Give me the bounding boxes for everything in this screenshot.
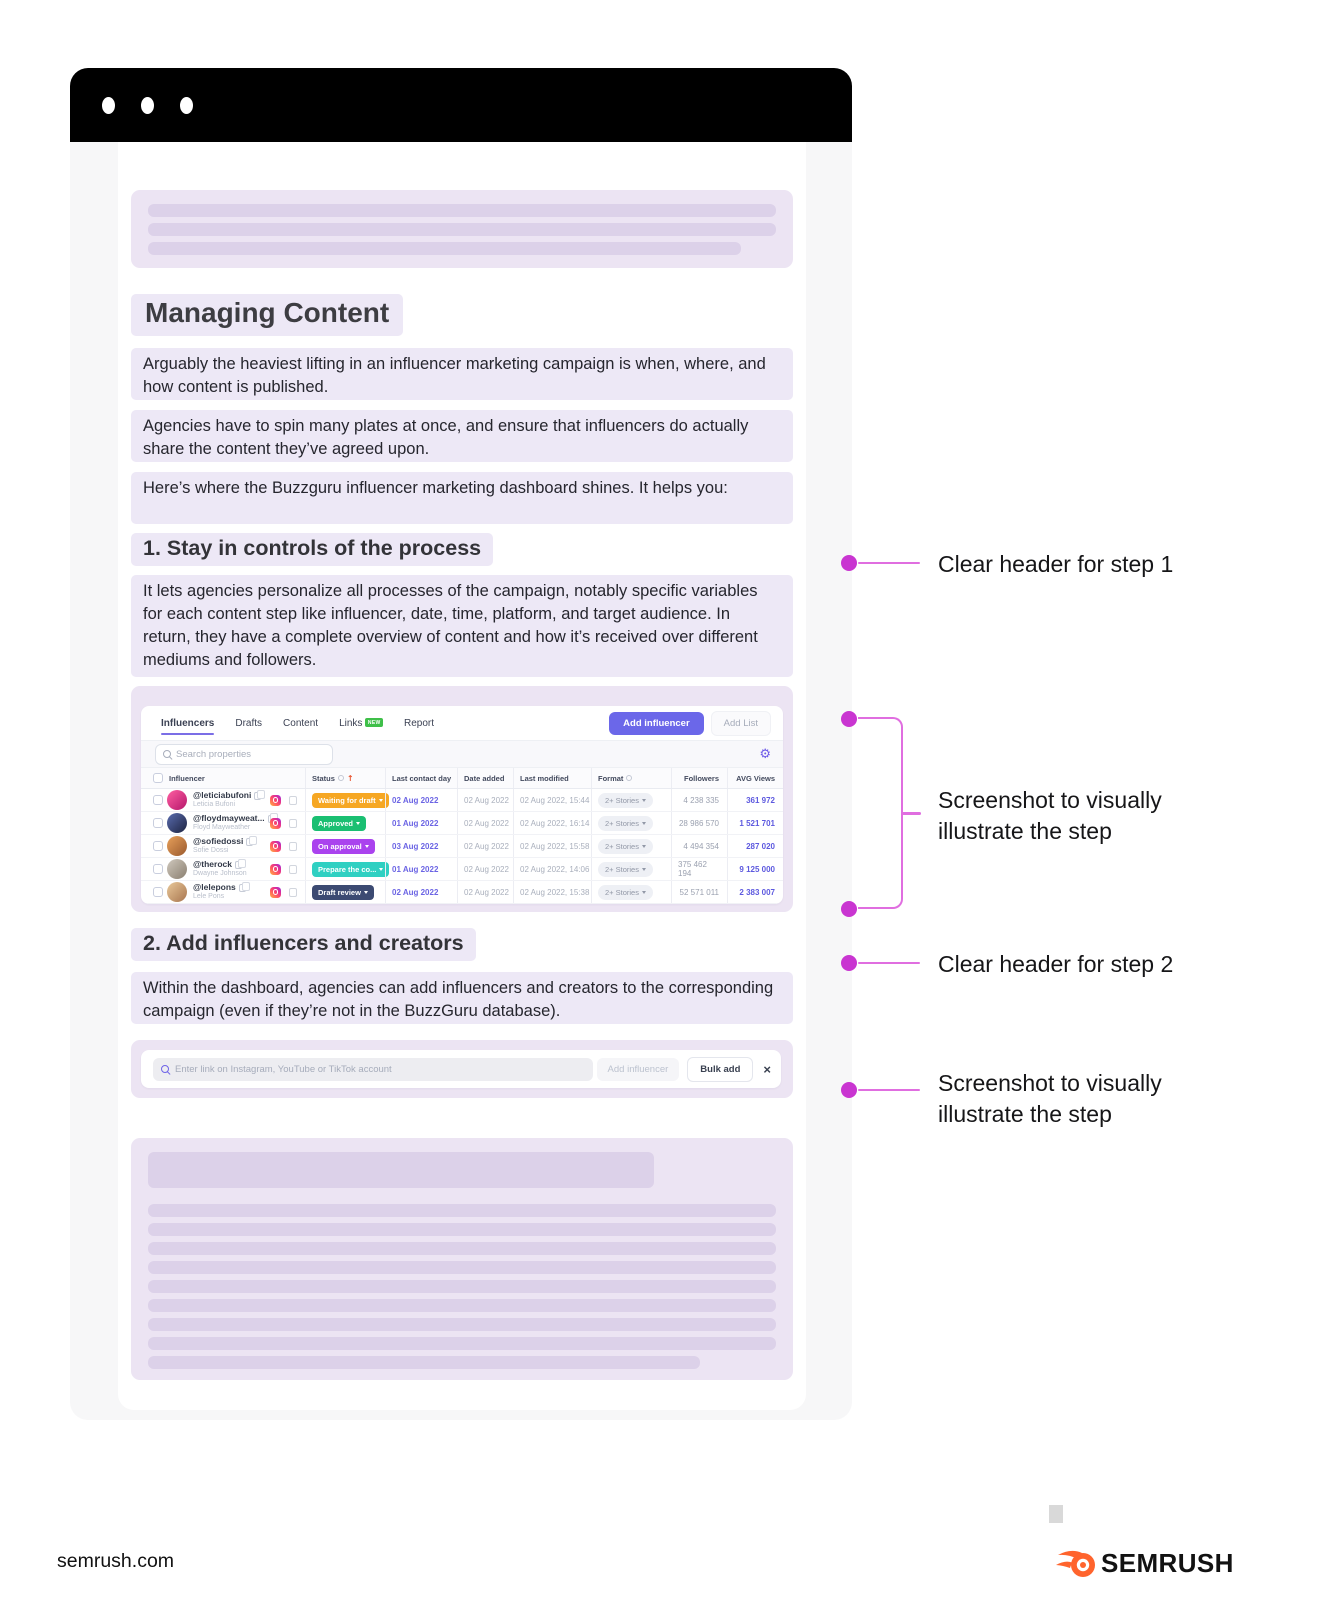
skeleton-bar — [148, 1318, 776, 1331]
followers-value: 28 986 570 — [671, 812, 727, 834]
dashboard-tabs — [141, 706, 783, 740]
copy-link-icon[interactable] — [289, 819, 297, 828]
status-dropdown[interactable]: Approved — [312, 816, 366, 831]
avatar — [167, 836, 187, 856]
skeleton-title-bar — [148, 1152, 654, 1188]
search-icon — [163, 750, 171, 758]
format-dropdown[interactable]: 2+ Stories — [598, 793, 653, 808]
gear-icon[interactable]: ⚙ — [759, 746, 771, 762]
add-link-placeholder: Enter link on Instagram, YouTube or TikTok account — [175, 1063, 392, 1075]
dashboard-card — [141, 706, 783, 904]
search-placeholder: Search properties — [176, 748, 251, 760]
skeleton-bar — [148, 1337, 776, 1350]
step2-header: 2. Add influencers and creators — [131, 928, 476, 961]
tab-content[interactable]: Content — [283, 717, 319, 729]
info-icon — [338, 775, 344, 781]
search-icon — [161, 1065, 169, 1073]
step2-body: Within the dashboard, agencies can add influencers and creators to the corresponding campaign (even if they’re not in the BuzzGuru database). — [131, 972, 793, 1024]
avg-views-value: 287 020 — [727, 835, 783, 857]
date-added: 02 Aug 2022 — [457, 881, 513, 903]
skeleton-bar — [148, 223, 776, 236]
add-bar-card — [141, 1050, 781, 1088]
avg-views-value: 361 972 — [727, 789, 783, 811]
instagram-icon[interactable] — [270, 818, 281, 829]
semrush-logo — [1056, 1546, 1234, 1580]
caret-down-icon — [379, 868, 383, 871]
col-avg-views[interactable]: AVG Views — [727, 768, 783, 788]
table-row: @lelepons Lele Pons Draft review 02 Aug 2022 02 Aug 2022 02 Aug 2022, 15:38 2+ Stories 52 571 011 2 383 007 — [141, 881, 783, 904]
sort-asc-icon: ↑ — [346, 773, 354, 783]
copy-icon[interactable] — [254, 792, 261, 800]
col-influencer: Influencer — [169, 773, 205, 783]
browser-titlebar — [70, 68, 852, 142]
last-contact-day[interactable]: 01 Aug 2022 — [385, 858, 457, 880]
annotation-dot — [841, 901, 857, 917]
copy-link-icon[interactable] — [289, 842, 297, 851]
window-dot-icon — [102, 97, 115, 114]
tab-links[interactable]: Links NEW — [339, 708, 383, 739]
last-modified: 02 Aug 2022, 15:58 — [513, 835, 591, 857]
add-link-input[interactable] — [153, 1058, 593, 1081]
followers-value: 4 494 354 — [671, 835, 727, 857]
add-bar-screenshot — [131, 1040, 793, 1098]
annotation-bracket — [858, 717, 903, 909]
col-last-contact[interactable]: Last contact day — [385, 768, 457, 788]
row-checkbox[interactable] — [153, 887, 163, 897]
window-dot-icon — [141, 97, 154, 114]
dashboard-search-row — [141, 740, 783, 768]
last-contact-day[interactable]: 02 Aug 2022 — [385, 881, 457, 903]
avatar — [167, 790, 187, 810]
caret-down-icon — [642, 868, 646, 871]
copy-icon[interactable] — [246, 838, 253, 846]
info-icon — [626, 775, 632, 781]
copy-icon[interactable] — [235, 861, 242, 869]
date-added: 02 Aug 2022 — [457, 812, 513, 834]
table-row: @leticiabufoni Leticia Bufoni Waiting for draft 02 Aug 2022 02 Aug 2022 02 Aug 2022, 15:44 2+ Stories 4 238 335 361 972 — [141, 789, 783, 812]
col-format[interactable]: Format — [591, 768, 671, 788]
intro-paragraph: Arguably the heaviest lifting in an influencer marketing campaign is when, where, and how content is published. — [131, 348, 793, 400]
intro-paragraph: Here’s where the Buzzguru influencer marketing dashboard shines. It helps you: — [131, 472, 793, 524]
annotation-connector — [902, 812, 921, 815]
semrush-wordmark: SEMRUSH — [1101, 1547, 1234, 1578]
step1-header: 1. Stay in controls of the process — [131, 533, 493, 566]
copy-icon[interactable] — [239, 884, 246, 892]
tab-influencers[interactable]: Influencers — [161, 708, 214, 739]
new-badge: NEW — [365, 718, 383, 727]
skeleton-bar — [148, 1204, 776, 1217]
annotation-label: Screenshot to visually illustrate the step — [938, 1070, 1162, 1127]
last-modified: 02 Aug 2022, 14:06 — [513, 858, 591, 880]
browser-window — [70, 68, 852, 1420]
skeleton-bar — [148, 242, 741, 255]
annotation-connector — [858, 562, 920, 565]
page-title: Managing Content — [131, 294, 403, 336]
caret-down-icon — [642, 822, 646, 825]
copy-link-icon[interactable] — [289, 865, 297, 874]
caret-down-icon — [356, 822, 360, 825]
format-dropdown[interactable]: 2+ Stories — [598, 862, 653, 877]
last-modified: 02 Aug 2022, 15:44 — [513, 789, 591, 811]
skeleton-bar — [148, 1223, 776, 1236]
status-dropdown[interactable]: On approval — [312, 839, 375, 854]
table-header — [141, 768, 783, 789]
table-row: @floydmayweat... Floyd Mayweather Approved 01 Aug 2022 02 Aug 2022 02 Aug 2022, 16:14 2+ Stories 28 986 570 1 521 701 — [141, 812, 783, 835]
followers-value: 52 571 011 — [671, 881, 727, 903]
format-dropdown[interactable]: 2+ Stories — [598, 885, 653, 900]
followers-value: 4 238 335 — [671, 789, 727, 811]
avatar — [167, 882, 187, 902]
skeleton-bar — [148, 204, 776, 217]
avg-views-value: 1 521 701 — [727, 812, 783, 834]
site-url: semrush.com — [57, 1550, 175, 1572]
annotation-dot — [841, 711, 857, 727]
copy-link-icon[interactable] — [289, 796, 297, 805]
format-dropdown[interactable]: 2+ Stories — [598, 839, 653, 854]
article-page — [118, 142, 806, 1410]
date-added: 02 Aug 2022 — [457, 789, 513, 811]
status-dropdown[interactable]: Waiting for draft — [312, 793, 389, 808]
row-checkbox[interactable] — [153, 841, 163, 851]
dashboard-screenshot — [131, 686, 793, 912]
row-checkbox[interactable] — [153, 864, 163, 874]
annotation-dot — [841, 955, 857, 971]
annotation-label: Clear header for step 2 — [938, 951, 1174, 977]
date-added: 02 Aug 2022 — [457, 858, 513, 880]
instagram-icon[interactable] — [270, 841, 281, 852]
col-status[interactable]: Status ↑ — [305, 768, 385, 788]
intro-paragraph: Agencies have to spin many plates at once, and ensure that influencers do actually share the content they’ve agreed upon. — [131, 410, 793, 462]
tab-report[interactable]: Report — [404, 717, 435, 729]
window-dot-icon — [180, 97, 193, 114]
annotation-label: Screenshot to visually illustrate the step — [938, 787, 1162, 844]
instagram-icon[interactable] — [270, 887, 281, 898]
table-row: @sofiedossi Sofie Dossi On approval 03 Aug 2022 02 Aug 2022 02 Aug 2022, 15:58 2+ Stories 4 494 354 287 020 — [141, 835, 783, 858]
col-followers[interactable]: Followers — [671, 768, 727, 788]
annotation-connector — [858, 1089, 920, 1092]
caret-down-icon — [642, 845, 646, 848]
avg-views-value: 9 125 000 — [727, 858, 783, 880]
annotation-dot — [841, 555, 857, 571]
semrush-flame-icon — [1056, 1546, 1096, 1580]
caret-down-icon — [379, 799, 383, 802]
skeleton-bar — [148, 1261, 776, 1274]
select-all-checkbox[interactable] — [153, 773, 163, 783]
avatar — [167, 859, 187, 879]
last-contact-day[interactable]: 02 Aug 2022 — [385, 789, 457, 811]
skeleton-bar — [148, 1356, 700, 1369]
annotation-label: Clear header for step 1 — [938, 551, 1174, 577]
caret-down-icon — [364, 891, 368, 894]
bulk-add-button[interactable]: Bulk add — [687, 1057, 753, 1082]
last-contact-day[interactable]: 03 Aug 2022 — [385, 835, 457, 857]
last-modified: 02 Aug 2022, 15:38 — [513, 881, 591, 903]
status-dropdown[interactable]: Prepare the co... — [312, 862, 389, 877]
copy-link-icon[interactable] — [289, 888, 297, 897]
caret-down-icon — [642, 799, 646, 802]
annotation-connector — [858, 962, 920, 965]
row-checkbox[interactable] — [153, 795, 163, 805]
instagram-icon[interactable] — [270, 795, 281, 806]
avg-views-value: 2 383 007 — [727, 881, 783, 903]
row-checkbox[interactable] — [153, 818, 163, 828]
add-influencer-button[interactable]: Add influencer — [609, 712, 704, 735]
avatar — [167, 813, 187, 833]
format-dropdown[interactable]: 2+ Stories — [598, 816, 653, 831]
caret-down-icon — [365, 845, 369, 848]
annotation-dot — [841, 1082, 857, 1098]
close-icon[interactable]: × — [763, 1061, 771, 1077]
last-contact-day[interactable]: 01 Aug 2022 — [385, 812, 457, 834]
status-dropdown[interactable]: Draft review — [312, 885, 374, 900]
add-list-button[interactable]: Add List — [711, 711, 771, 736]
skeleton-header-block — [131, 190, 793, 268]
col-date-added[interactable]: Date added — [457, 768, 513, 788]
add-influencer-disabled-button[interactable]: Add influencer — [597, 1058, 680, 1081]
col-last-modified[interactable]: Last modified — [513, 768, 591, 788]
followers-value: 375 462 194 — [671, 858, 727, 880]
gray-marker — [1049, 1505, 1063, 1523]
skeleton-bar — [148, 1242, 776, 1255]
skeleton-bar — [148, 1280, 776, 1293]
date-added: 02 Aug 2022 — [457, 835, 513, 857]
instagram-icon[interactable] — [270, 864, 281, 875]
tab-drafts[interactable]: Drafts — [235, 717, 263, 729]
skeleton-footer-block — [131, 1138, 793, 1380]
step1-body: It lets agencies personalize all processes of the campaign, notably specific variables for each content step like influencer, date, time, platform, and target audience. In return, they have a complete overview of content and how it’s received over different mediums and followers. — [131, 575, 793, 677]
search-input[interactable] — [155, 744, 333, 765]
table-row: @therock Dwayne Johnson Prepare the co... 01 Aug 2022 02 Aug 2022 02 Aug 2022, 14:06 2+ Stories 375 462 194 9 125 000 — [141, 858, 783, 881]
last-modified: 02 Aug 2022, 16:14 — [513, 812, 591, 834]
skeleton-bar — [148, 1299, 776, 1312]
caret-down-icon — [642, 891, 646, 894]
